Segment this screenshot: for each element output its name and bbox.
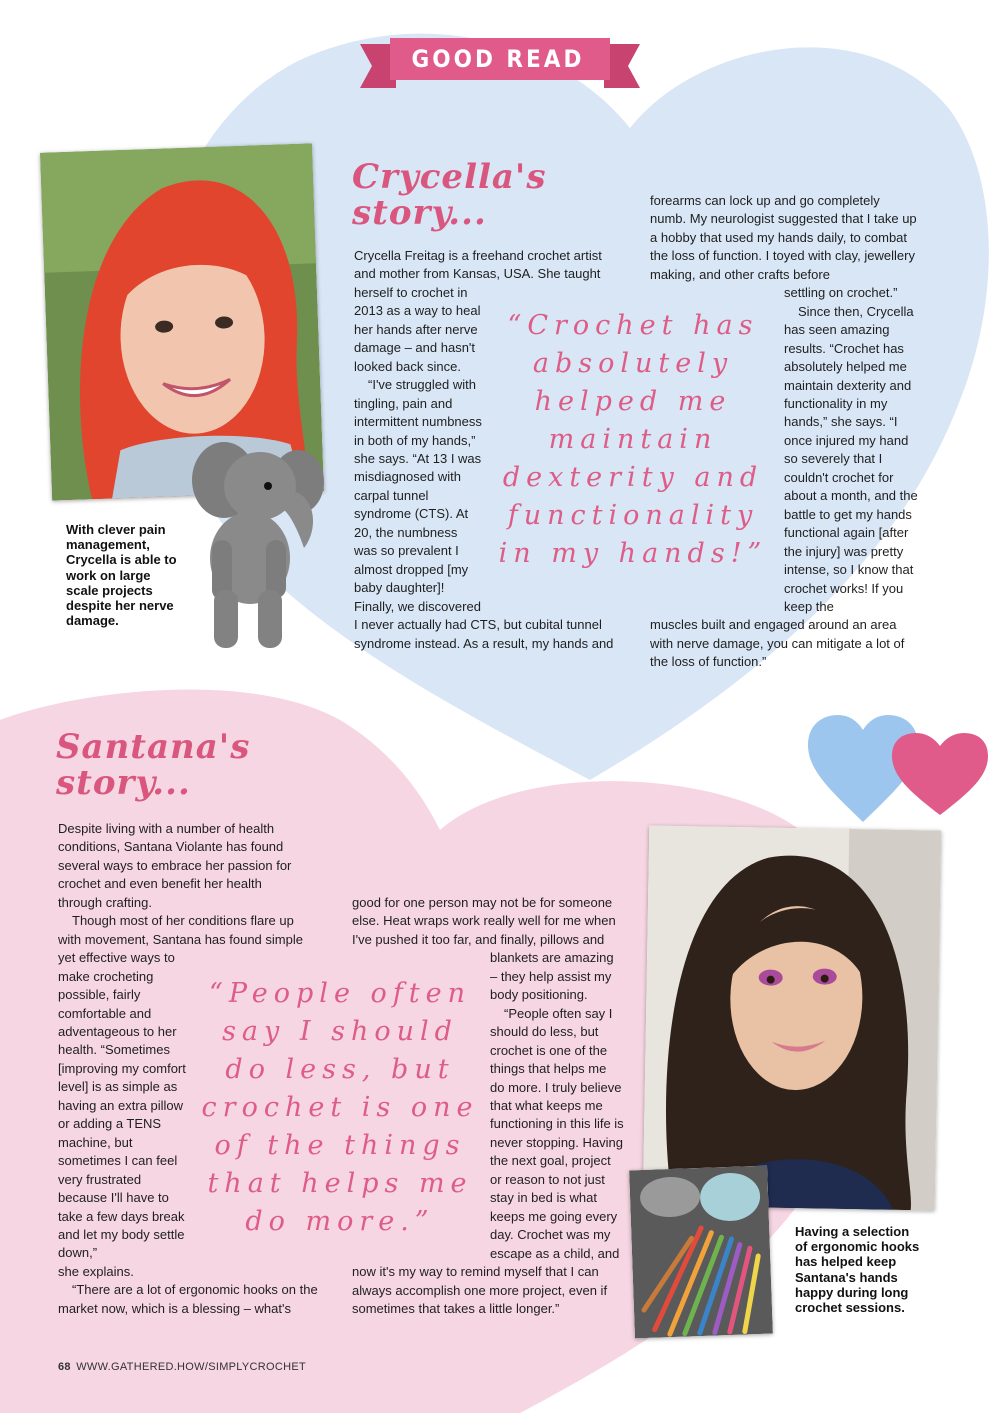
santana-para-3: yet effective ways to make crocheting possible, fairly comfortable and adventageous to her health. “Sometimes [improving my comfort level] is as simple as having an extra pillow or adding a TENS machine, but sometimes I can feel very frustrated because I'll have to take a few days break and let my body settle down,”	[58, 950, 186, 1261]
page-footer	[58, 1361, 306, 1373]
santana-para-6: good for one person may not be for someone else. Heat wraps work really well for me when I've pushed it too far, and finally, pillows and	[352, 895, 616, 947]
crochet-hooks-photo	[629, 1166, 773, 1339]
crochet-elephant-image	[186, 430, 326, 656]
magazine-url: WWW.GATHERED.HOW/SIMPLYCROCHET	[76, 1361, 307, 1373]
crycella-para-8: muscles built and engaged around an area with nerve damage, you can mitigate a lot of the loss of function.”	[650, 617, 905, 670]
crycella-pull-quote: “Crochet has absolutely helped me maintain dexterity and functionality in my hands!”	[498, 310, 768, 569]
santana-para-9: now it's my way to remind myself that I can always accomplish one more project, even if sometimes that takes a little longer.”	[352, 1264, 608, 1316]
crycella-para-4: I never actually had CTS, but cubital tunnel syndrome instead. As a result, my hands and	[354, 617, 614, 651]
crycella-para-6: settling on crochet.”	[784, 285, 898, 301]
santana-para-4: she explains.	[58, 1263, 134, 1279]
crycella-para-2: herself to crochet in 2013 as a way to heal her hands after nerve damage – and hasn't looked back since.	[354, 284, 481, 374]
crycella-para-5: forearms can lock up and go completely numb. My neurologist suggested that I take up a hobby that used my hands daily, to combat the loss of function. I toyed with clay, jewellery making, and other crafts before	[650, 193, 917, 282]
santana-story-title: Santana's story...	[56, 727, 251, 803]
crycella-para-7: Since then, Crycella has seen amazing results. “Crochet has absolutely helped me maintain dexterity and functionality in my hands,” she says. “I once injured my hand so severely that I couldn't crochet for about a month, and the battle to get my hands functional again [after the injury] was pretty intense, so I know that crochet works! If you keep the	[784, 303, 918, 614]
santana-para-8: “People often say I should do less, but crochet is one of the things that helps me do more. I truly believe that what keeps me functioning in this life is never stopping. Having the next goal, project or reason to not just stay in bed is what keeps me going every day. Crochet was my escape as a child, and	[490, 1005, 624, 1261]
santana-portrait-photo	[643, 825, 942, 1210]
crycella-para-3: “I've struggled with tingling, pain and intermittent numbness in both of my hands,” she says. “At 13 I was misdiagnosed with carpal tunnel syndrome (CTS). At 20, the numbness was so prevalent I almost dropped [my baby daughter]! Finally, we discovered	[354, 377, 482, 614]
santana-para-1: Despite living with a number of health conditions, Santana Violante has found several ways to embrace her passion for crochet and even benefit her health through crafting.	[58, 821, 292, 910]
santana-para-5: “There are a lot of ergonomic hooks on the market now, which is a blessing – what's	[58, 1282, 318, 1316]
santana-pull-quote: “People often say I should do less, but crochet is one of the things that helps me do more.”	[201, 978, 479, 1237]
santana-photo-caption: Having a selection of ergonomic hooks has helped keep Santana's hands happy during long crochet sessions.	[795, 1224, 920, 1316]
section-label: GOOD READ	[411, 45, 585, 73]
crycella-para-1: Crycella Freitag is a freehand crochet artist and mother from Kansas, USA. She taught	[354, 248, 602, 282]
small-pink-heart-icon	[892, 733, 988, 815]
crycella-story-title: Crycella's story...	[352, 157, 547, 233]
santana-para-7: blankets are amazing – they help assist my body positioning.	[490, 950, 614, 1003]
santana-para-2: Though most of her conditions flare up with movement, Santana has found simple	[58, 913, 303, 947]
crycella-photo-caption: With clever pain management, Crycella is able to work on large scale projects despite her nerve damage.	[66, 522, 177, 629]
page-number: 68	[58, 1361, 71, 1373]
